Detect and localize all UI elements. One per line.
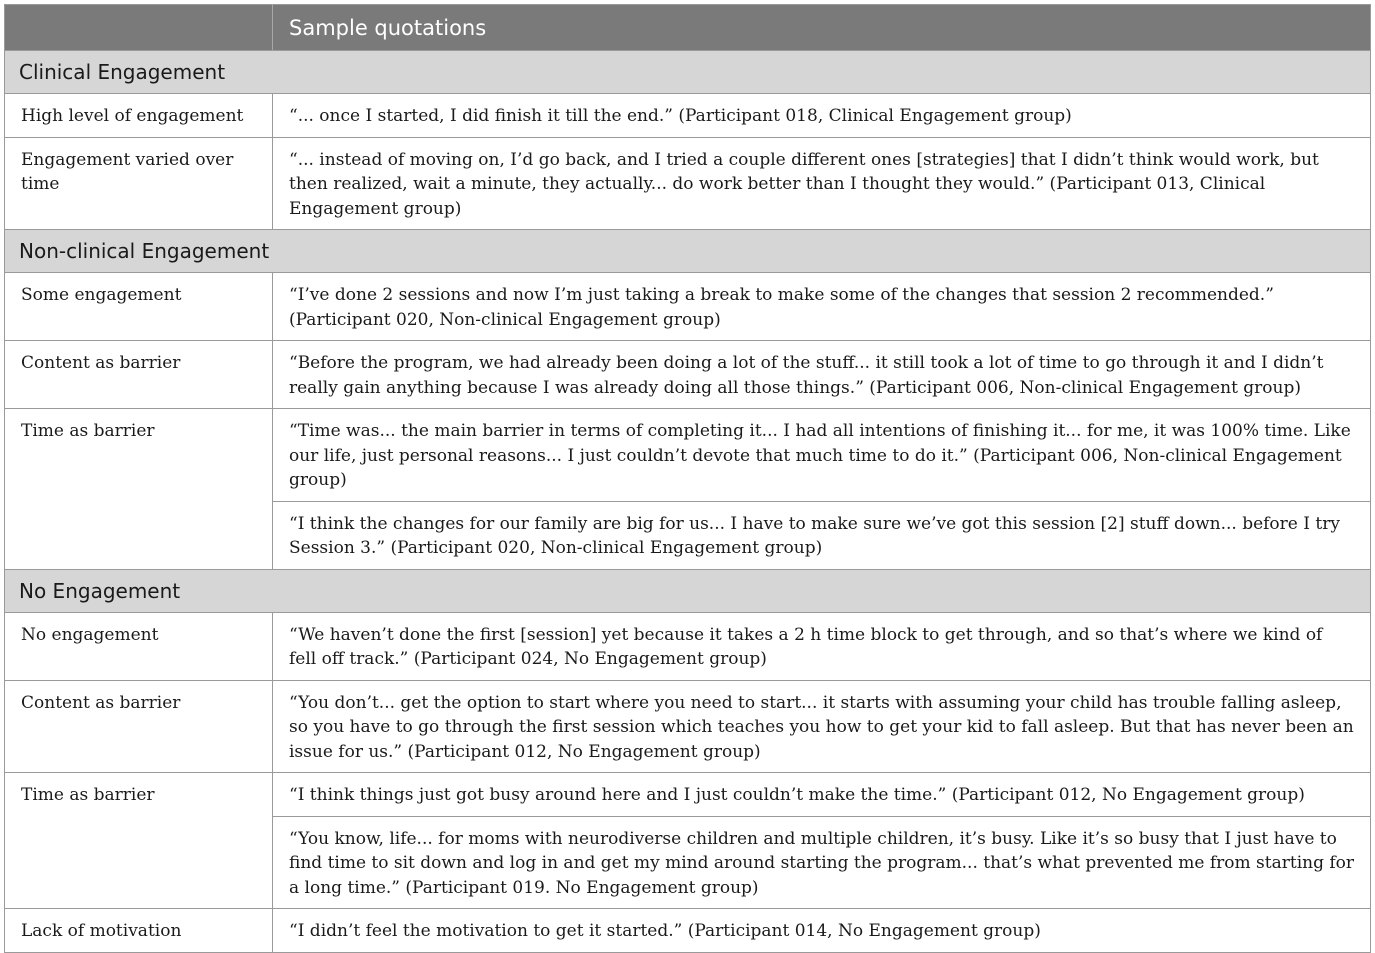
- quote-cell: “Time was... the main barrier in terms of completing it... I had all intentions of finishing it... for me, it was 100% time. Like our life, just personal reasons... I just couldn’t devote that much time to do it.” (Participant 006, Non-clinical Engagement group): [273, 409, 1371, 502]
- group-header-row: [5, 569, 1371, 612]
- table-row: [5, 909, 1371, 953]
- table-header-row: [5, 5, 1371, 51]
- group-header-row: [5, 51, 1371, 94]
- theme-cell: Content as barrier: [5, 341, 273, 409]
- quote-cell: “... instead of moving on, I’d go back, and I tried a couple different ones [strategies] that I didn’t think would work, but then realized, wait a minute, they actually... do work better than I thought they would.” (Participant 013, Clinical Engagement group): [273, 137, 1371, 230]
- quotations-table: [4, 4, 1371, 953]
- group-title: Non-clinical Engagement: [5, 230, 1371, 273]
- table-row: [5, 273, 1371, 341]
- theme-cell: No engagement: [5, 612, 273, 680]
- table-row: [5, 773, 1371, 817]
- table-row: [5, 137, 1371, 230]
- table-row: [5, 612, 1371, 680]
- quote-cell: “You don’t... get the option to start where you need to start... it starts with assuming your child has trouble falling asleep, so you have to go through the first session which teaches you how to get your kid to fall asleep. But that has never been an issue for us.” (Participant 012, No Engagement group): [273, 680, 1371, 773]
- quote-cell: “I didn’t feel the motivation to get it started.” (Participant 014, No Engagement group): [273, 909, 1371, 953]
- table-row: [5, 94, 1371, 138]
- group-title: Clinical Engagement: [5, 51, 1371, 94]
- quote-cell: “I think things just got busy around here and I just couldn’t make the time.” (Participant 012, No Engagement group): [273, 773, 1371, 817]
- table-row: [5, 409, 1371, 502]
- theme-column-header: [5, 5, 273, 51]
- theme-cell: Time as barrier: [5, 773, 273, 909]
- quotations-column-header: Sample quotations: [273, 5, 1371, 51]
- quote-cell: “... once I started, I did finish it till the end.” (Participant 018, Clinical Engagement group): [273, 94, 1371, 138]
- quote-cell: “I’ve done 2 sessions and now I’m just taking a break to make some of the changes that session 2 recommended.” (Participant 020, Non-clinical Engagement group): [273, 273, 1371, 341]
- quote-cell: “You know, life... for moms with neurodiverse children and multiple children, it’s busy. Like it’s so busy that I just have to find time to sit down and log in and get my mind around starting the program... that’s what prevented me from starting for a long time.” (Participant 019. No Engagement group): [273, 816, 1371, 909]
- table-row: [5, 341, 1371, 409]
- quote-cell: “I think the changes for our family are big for us... I have to make sure we’ve got this session [2] stuff down... before I try Session 3.” (Participant 020, Non-clinical Engagement group): [273, 501, 1371, 569]
- table-row: [5, 680, 1371, 773]
- theme-cell: Engagement varied over time: [5, 137, 273, 230]
- theme-cell: Some engagement: [5, 273, 273, 341]
- theme-cell: Content as barrier: [5, 680, 273, 773]
- group-title: No Engagement: [5, 569, 1371, 612]
- quote-cell: “We haven’t done the first [session] yet because it takes a 2 h time block to get through, and so that’s where we kind of fell off track.” (Participant 024, No Engagement group): [273, 612, 1371, 680]
- quote-cell: “Before the program, we had already been doing a lot of the stuff... it still took a lot of time to go through it and I didn’t really gain anything because I was already doing all those things.” (Participant 006, Non-clinical Engagement group): [273, 341, 1371, 409]
- theme-cell: Time as barrier: [5, 409, 273, 570]
- group-header-row: [5, 230, 1371, 273]
- theme-cell: Lack of motivation: [5, 909, 273, 953]
- theme-cell: High level of engagement: [5, 94, 273, 138]
